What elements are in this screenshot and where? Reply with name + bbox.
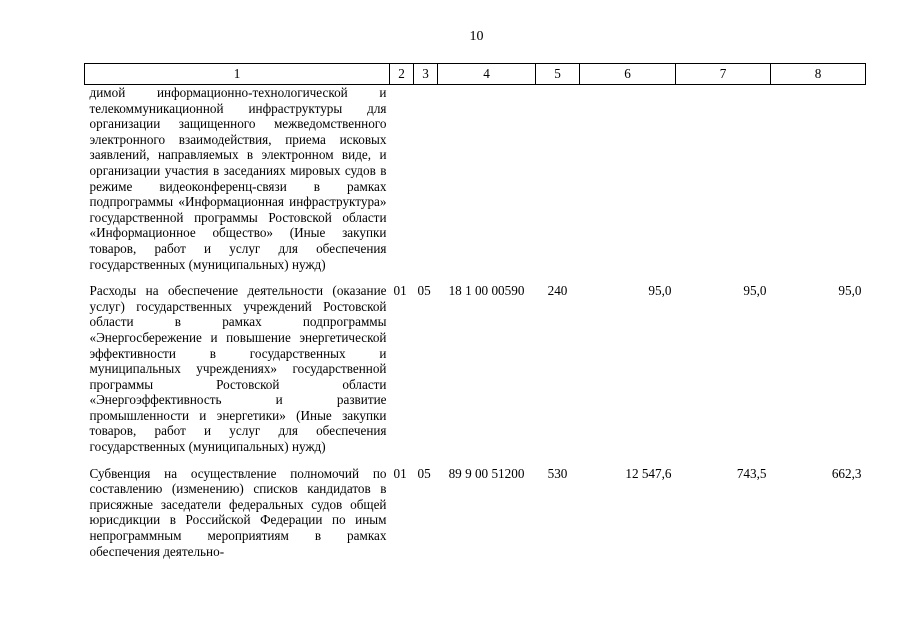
- row-subsection: 05: [417, 465, 431, 481]
- column-header-6: 6: [580, 64, 676, 85]
- table-row: [85, 85, 866, 282]
- row-section: [390, 85, 414, 282]
- row-description: Расходы на обеспечение деятельности (оказание услуг) государственных учреждений Ростовской области в рамках подпрограммы «Энергосбережение и повышение энергетической эффективности в государственных и муниципальных учреждениях» государственной программы Ростовской области «Энергоэффективность и развитие промышленности и энергетики» (Иные закупки товаров, работ и услуг для обеспечения государственных (муниципальных) нужд): [89, 283, 387, 455]
- table-header: [85, 64, 866, 85]
- table-body: [85, 85, 866, 569]
- row-amount-year-2: 95,0: [743, 283, 767, 299]
- row-expense-type: 530: [547, 465, 568, 481]
- header-row: [85, 64, 866, 85]
- row-amount-year-1: [580, 85, 676, 282]
- row-amount-year-2: 743,5: [736, 465, 767, 481]
- budget-table: [84, 63, 866, 568]
- row-subsection: [414, 85, 438, 282]
- column-header-4: 4: [438, 64, 536, 85]
- row-amount-year-1: 12 547,6: [625, 465, 672, 481]
- row-amount-year-3: 95,0: [838, 283, 862, 299]
- column-header-2: 2: [390, 64, 414, 85]
- row-description: Субвенция на осуществление полномочий по составлению (изменению) списков кандидатов в присяжные заседатели федеральных судов общей юрисдикции в Российской Федерации по иным непрограммным мероприятиям в рамках обеспечения деятельно-: [89, 465, 387, 559]
- column-header-5: 5: [536, 64, 580, 85]
- row-amount-year-3: 662,3: [831, 465, 862, 481]
- row-amount-year-2: [676, 85, 771, 282]
- row-expense-type: 240: [547, 283, 568, 299]
- row-expense-type: [536, 85, 580, 282]
- table-row: [85, 281, 866, 464]
- column-header-1: 1: [85, 64, 390, 85]
- page-number: 10: [469, 29, 484, 44]
- table-row: [85, 464, 866, 569]
- row-target-code: 18 1 00 00590: [448, 283, 525, 299]
- row-subsection: 05: [417, 283, 431, 299]
- column-header-3: 3: [414, 64, 438, 85]
- row-section: 01: [393, 283, 407, 299]
- row-section: 01: [393, 465, 407, 481]
- row-amount-year-1: 95,0: [648, 283, 672, 299]
- column-header-8: 8: [771, 64, 866, 85]
- row-amount-year-3: [771, 85, 866, 282]
- row-target-code: 89 9 00 51200: [448, 465, 525, 481]
- row-description: димой информационно-технологической и телекоммуникационной инфраструктуры для организации защищенного межведомственного электронного взаимодействия, приема исковых заявлений, направляемых в электронном виде, и организации участия в заседаниях мировых судов в режиме видеоконференц-связи в рамках подпрограммы «Информационная инфраструктура» государственной программы Ростовской области «Информационное общество» (Иные закупки товаров, работ и услуг для обеспечения государственных (муниципальных) нужд): [89, 85, 387, 272]
- column-header-7: 7: [676, 64, 771, 85]
- row-target-code: [438, 85, 536, 282]
